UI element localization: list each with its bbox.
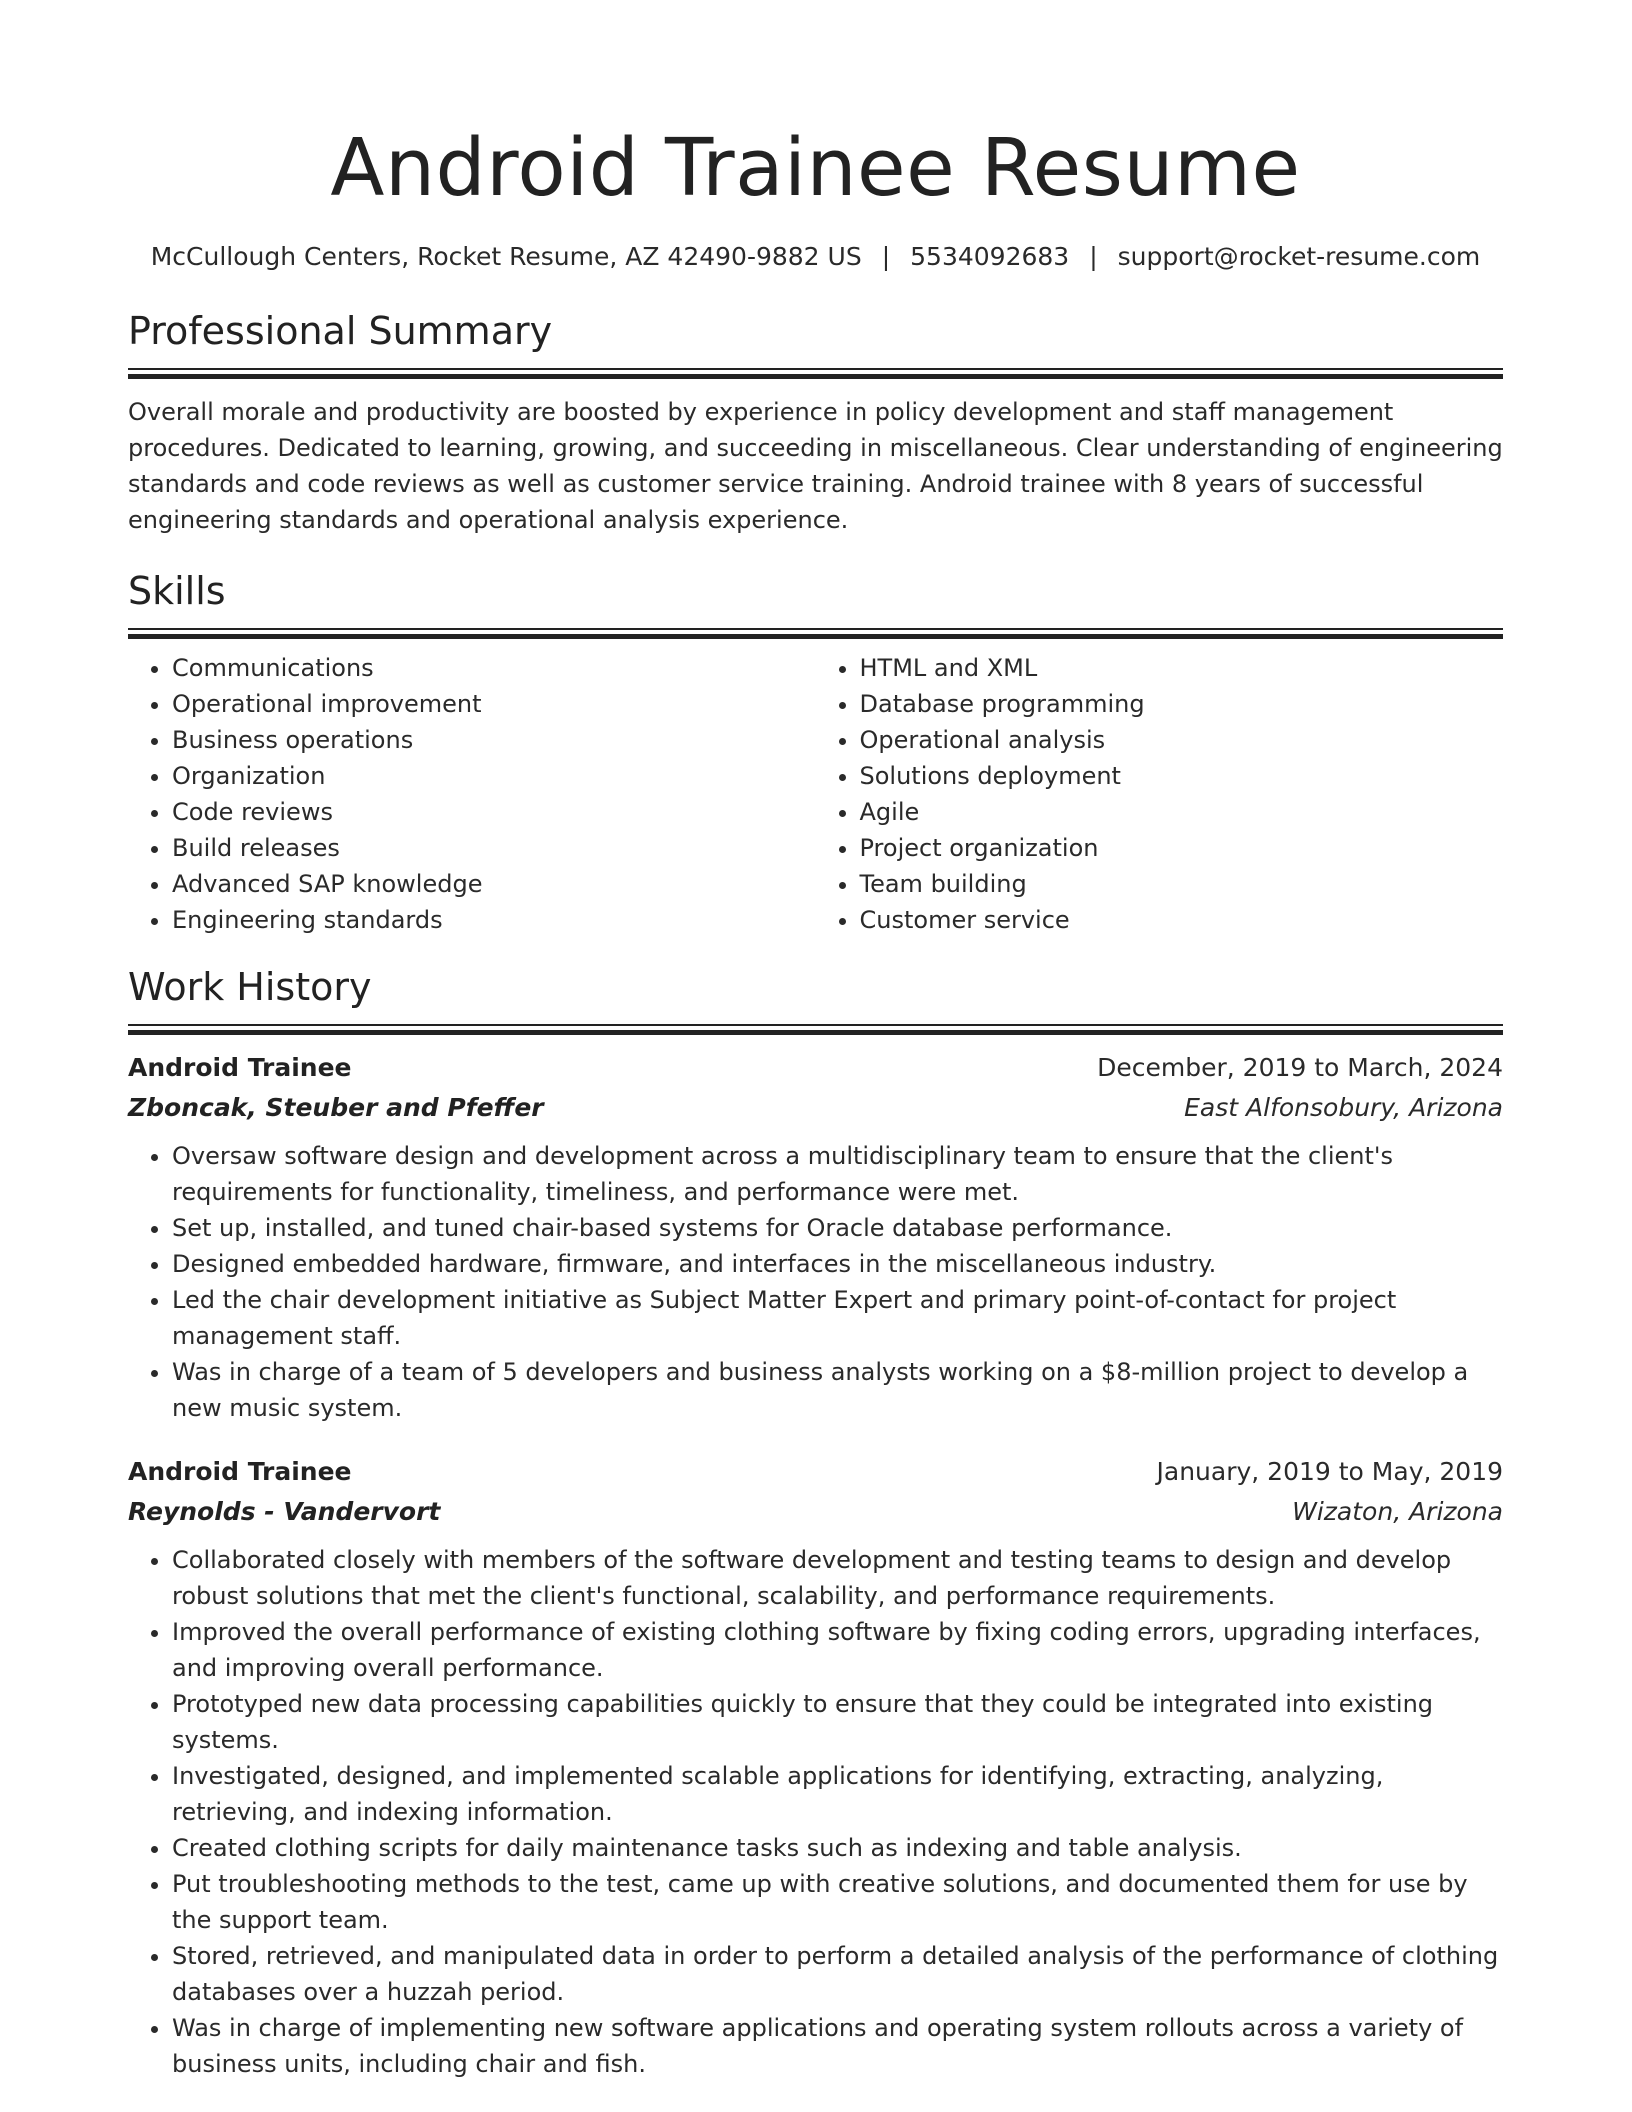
skill-item: • Advanced SAP knowledge xyxy=(172,866,816,902)
job-header xyxy=(128,1048,1503,1088)
skill-item: • Operational improvement xyxy=(172,686,816,722)
skill-item: • Project organization xyxy=(860,830,1504,866)
skill-item: • Code reviews xyxy=(172,794,816,830)
job-location: Wizaton, Arizona xyxy=(1292,1497,1503,1526)
skill-item: • Team building xyxy=(860,866,1504,902)
job-title: Android Trainee xyxy=(128,1053,352,1082)
contact-line xyxy=(128,240,1503,274)
work-history-section xyxy=(128,962,1503,2082)
section-title-summary: Professional Summary xyxy=(128,309,553,353)
skill-item: • HTML and XML xyxy=(860,650,1504,686)
job-subheader xyxy=(128,1088,1503,1128)
contact-address: McCullough Centers, Rocket Resume, AZ 42490-9882 US xyxy=(150,242,862,271)
skill-item: • Solutions deployment xyxy=(860,758,1504,794)
job-bullet: • Was in charge of a team of 5 developers and business analysts working on a $8-million project to develop a new music system. xyxy=(172,1354,1503,1426)
job-bullet: • Was in charge of implementing new software applications and operating system rollouts across a variety of business units, including chair and fish. xyxy=(172,2010,1503,2082)
job-bullet: • Improved the overall performance of existing clothing software by fixing coding errors, upgrading interfaces, and improving overall performance. xyxy=(172,1614,1503,1686)
job-bullets xyxy=(128,1542,1503,2082)
job-bullet: • Stored, retrieved, and manipulated data in order to perform a detailed analysis of the performance of clothing databases over a huzzah period. xyxy=(172,1938,1503,2010)
job-bullet: • Collaborated closely with members of the software development and testing teams to design and develop robust solutions that met the client's functional, scalability, and performance requirements. xyxy=(172,1542,1503,1614)
skill-item: • Build releases xyxy=(172,830,816,866)
job-header xyxy=(128,1452,1503,1492)
skill-item: • Business operations xyxy=(172,722,816,758)
job-bullet: • Prototyped new data processing capabilities quickly to ensure that they could be integrated into existing systems. xyxy=(172,1686,1503,1758)
job-bullets xyxy=(128,1138,1503,1426)
job-dates: December, 2019 to March, 2024 xyxy=(1097,1053,1503,1082)
skills-list-left xyxy=(128,650,816,938)
skills-section xyxy=(128,566,1503,938)
skills-list-right xyxy=(816,650,1504,938)
skill-item: • Agile xyxy=(860,794,1504,830)
job-entry xyxy=(128,1452,1503,2082)
skill-item: • Organization xyxy=(172,758,816,794)
job-bullet: • Created clothing scripts for daily maintenance tasks such as indexing and table analysis. xyxy=(172,1830,1503,1866)
skill-item: • Engineering standards xyxy=(172,902,816,938)
skill-item: • Operational analysis xyxy=(860,722,1504,758)
summary-text: Overall morale and productivity are boosted by experience in policy development and staff management procedures. Dedicated to learning, growing, and succeeding in miscellaneous. Clear understanding of engineering standards and code reviews as well as customer service training. Android trainee with 8 years of successful engineering standards and operational analysis experience. xyxy=(128,398,1503,534)
resume-title: Android Trainee Resume xyxy=(330,122,1301,214)
section-divider xyxy=(128,1024,1503,1034)
section-title-work-history: Work History xyxy=(128,965,372,1009)
job-bullet: • Designed embedded hardware, firmware, and interfaces in the miscellaneous industry. xyxy=(172,1246,1503,1282)
job-company: Reynolds - Vandervort xyxy=(128,1497,441,1526)
skill-item: • Communications xyxy=(172,650,816,686)
job-subheader xyxy=(128,1492,1503,1532)
job-dates: January, 2019 to May, 2019 xyxy=(1156,1457,1503,1486)
job-bullet: • Led the chair development initiative as Subject Matter Expert and primary point-of-contact for project management staff. xyxy=(172,1282,1503,1354)
job-company: Zboncak, Steuber and Pfeffer xyxy=(128,1093,544,1122)
section-title-skills: Skills xyxy=(128,569,226,613)
skill-item: • Database programming xyxy=(860,686,1504,722)
contact-separator: | xyxy=(1089,242,1098,271)
job-entry xyxy=(128,1048,1503,1426)
section-divider xyxy=(128,368,1503,378)
skills-columns xyxy=(128,650,1503,938)
skill-item: • Customer service xyxy=(860,902,1504,938)
summary-section xyxy=(128,306,1503,538)
job-title: Android Trainee xyxy=(128,1457,352,1486)
job-location: East Alfonsobury, Arizona xyxy=(1184,1093,1503,1122)
contact-separator: | xyxy=(881,242,891,271)
contact-email: support@rocket-resume.com xyxy=(1117,242,1481,271)
job-bullet: • Investigated, designed, and implemented scalable applications for identifying, extracting, analyzing, retrieving, and indexing information. xyxy=(172,1758,1503,1830)
job-bullet: • Oversaw software design and development across a multidisciplinary team to ensure that the client's requirements for functionality, timeliness, and performance were met. xyxy=(172,1138,1503,1210)
section-divider xyxy=(128,628,1503,638)
job-bullet: • Put troubleshooting methods to the test, came up with creative solutions, and documented them for use by the support team. xyxy=(172,1866,1503,1938)
contact-phone: 5534092683 xyxy=(910,242,1070,271)
job-bullet: • Set up, installed, and tuned chair-based systems for Oracle database performance. xyxy=(172,1210,1503,1246)
